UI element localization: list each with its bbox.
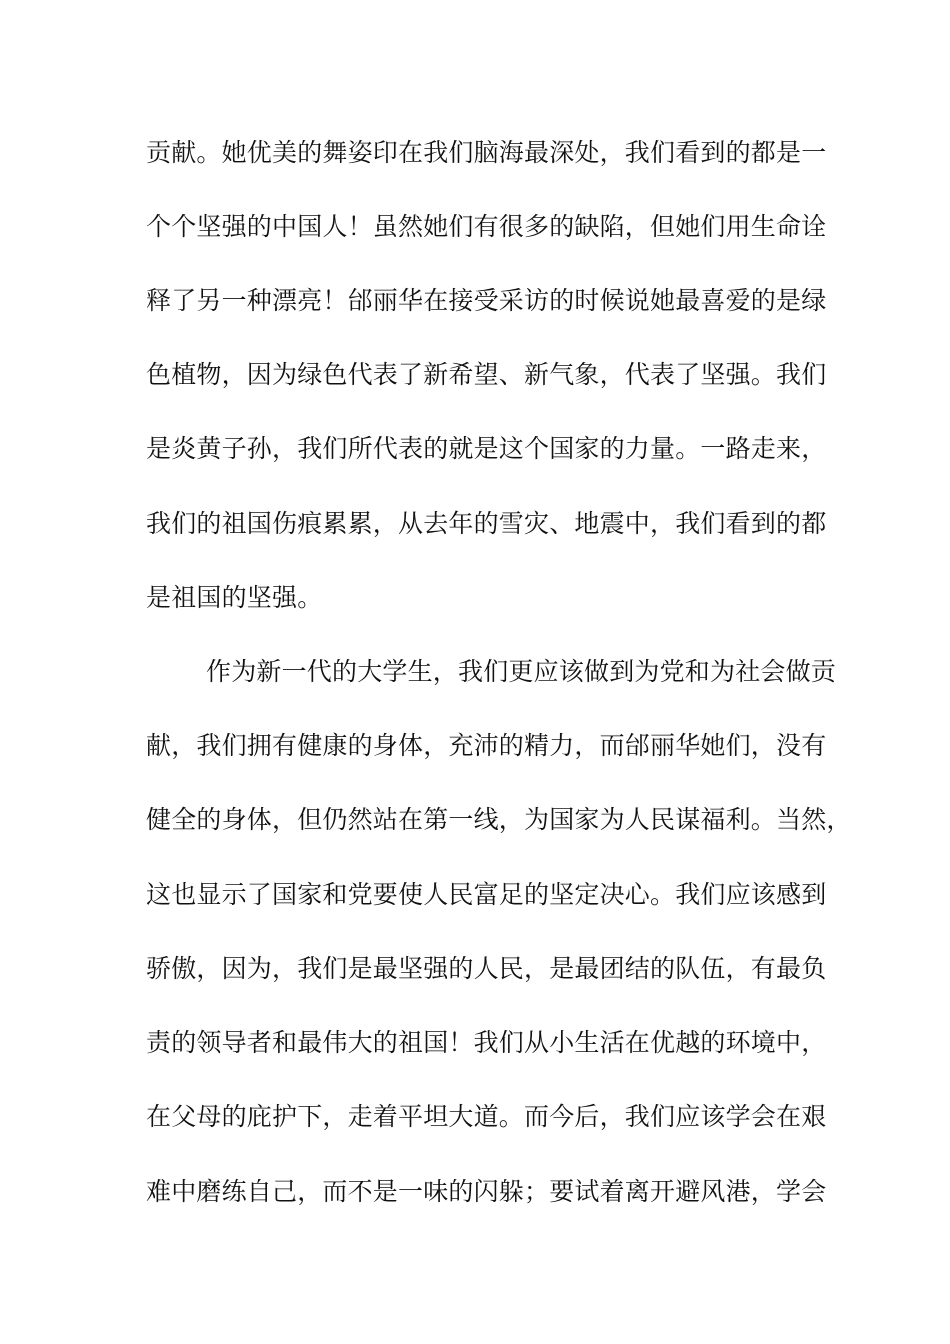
text-line: 责的领导者和最伟大的祖国！我们从小生活在优越的环境中， (146, 1028, 827, 1057)
text-line: 骄傲，因为，我们是最坚强的人民，是最团结的队伍，有最负 (146, 954, 827, 983)
text-line: 我们的祖国伤痕累累，从去年的雪灾、地震中，我们看到的都 (146, 509, 827, 538)
text-line-indented: 作为新一代的大学生，我们更应该做到为党和为社会做贡 (206, 657, 837, 686)
text-line: 是祖国的坚强。 (146, 583, 323, 612)
text-line: 在父母的庇护下，走着平坦大道。而今后，我们应该学会在艰 (146, 1102, 827, 1131)
text-line: 健全的身体，但仍然站在第一线，为国家为人民谋福利。当然， (146, 805, 852, 834)
text-line: 贡献。她优美的舞姿印在我们脑海最深处，我们看到的都是一 (146, 138, 827, 167)
text-line: 难中磨练自己，而不是一味的闪躲；要试着离开避风港，学会 (146, 1177, 827, 1206)
text-line: 色植物，因为绿色代表了新希望、新气象，代表了坚强。我们 (146, 360, 827, 389)
text-line: 献，我们拥有健康的身体，充沛的精力，而邰丽华她们，没有 (146, 731, 827, 760)
text-line: 是炎黄子孙，我们所代表的就是这个国家的力量。一路走来， (146, 434, 827, 463)
text-line: 个个坚强的中国人！虽然她们有很多的缺陷，但她们用生命诠 (146, 212, 827, 241)
text-line: 释了另一种漂亮！邰丽华在接受采访的时候说她最喜爱的是绿 (146, 286, 827, 315)
text-line: 这也显示了国家和党要使人民富足的坚定决心。我们应该感到 (146, 880, 827, 909)
